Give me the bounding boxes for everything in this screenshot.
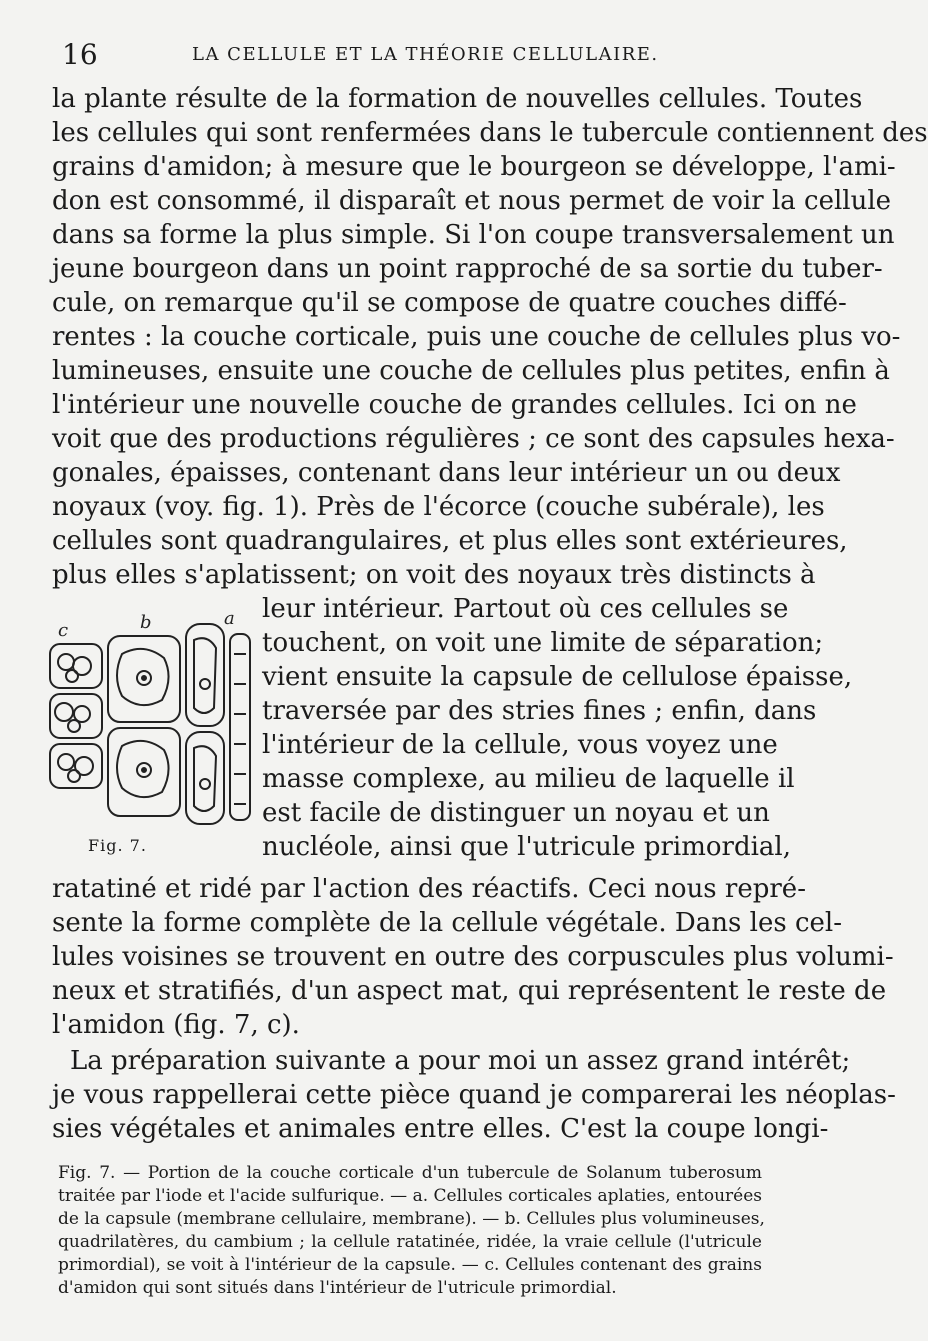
caption-line: traitée par l'iode et l'acide sulfurique. — a. Cellules corticales aplaties, entourées <box>58 1186 762 1206</box>
text-line: La préparation suivante a pour moi un assez grand intérêt; <box>70 1046 851 1076</box>
text-line: neux et stratifiés, d'un aspect mat, qui représentent le reste de <box>52 976 887 1006</box>
text-line: traversée par des stries fines ; enfin, dans <box>262 696 817 726</box>
text-line: cule, on remarque qu'il se compose de quatre couches diffé- <box>52 288 847 318</box>
figure-letter-b: b <box>140 612 152 633</box>
text-line: la plante résulte de la formation de nouvelles cellules. Toutes <box>52 84 863 114</box>
caption-line: quadrilatères, du cambium ; la cellule ratatinée, ridée, la vraie cellule (l'utricule <box>58 1232 762 1252</box>
text-line: est facile de distinguer un noyau et un <box>262 798 770 828</box>
caption-line: d'amidon qui sont situés dans l'intérieur de l'utricule primordial. <box>58 1278 617 1298</box>
text-line: don est consommé, il disparaît et nous permet de voir la cellule <box>52 186 892 216</box>
text-line: masse complexe, au milieu de laquelle il <box>262 764 795 794</box>
text-line: lules voisines se trouvent en outre des corpuscules plus volumi- <box>52 942 894 972</box>
text-line: vient ensuite la capsule de cellulose épaisse, <box>262 662 853 692</box>
text-line: cellules sont quadrangulaires, et plus elles sont extérieures, <box>52 526 848 556</box>
figure-letter-a: a <box>224 608 235 629</box>
text-line: l'intérieur une nouvelle couche de grandes cellules. Ici on ne <box>52 390 857 420</box>
caption-line: primordial), se voit à l'intérieur de la capsule. — c. Cellules contenant des grains <box>58 1255 762 1275</box>
text-line: dans sa forme la plus simple. Si l'on coupe transversalement un <box>52 220 895 250</box>
text-line: sies végétales et animales entre elles. C'est la coupe longi- <box>52 1114 829 1144</box>
running-head: LA CELLULE ET LA THÉORIE CELLULAIRE. <box>192 44 659 65</box>
text-line: noyaux (voy. fig. 1). Près de l'écorce (couche subérale), les <box>52 492 825 522</box>
figure-letter-c: c <box>58 620 69 641</box>
text-line: touchent, on voit une limite de séparation; <box>262 628 824 658</box>
text-line: nucléole, ainsi que l'utricule primordial, <box>262 832 792 862</box>
text-line: l'intérieur de la cellule, vous voyez une <box>262 730 778 760</box>
text-line: gonales, épaisses, contenant dans leur intérieur un ou deux <box>52 458 841 488</box>
text-line: plus elles s'aplatissent; on voit des noyaux très distincts à <box>52 560 816 590</box>
text-line: jeune bourgeon dans un point rapproché de sa sortie du tuber- <box>52 254 883 284</box>
page-header <box>62 38 752 72</box>
figure-label: Fig. 7. <box>88 836 147 855</box>
text-line: les cellules qui sont renfermées dans le tubercule contiennent des <box>52 118 928 148</box>
text-line: l'amidon (fig. 7, c). <box>52 1010 300 1040</box>
text-line: leur intérieur. Partout où ces cellules se <box>262 594 789 624</box>
caption-line: de la capsule (membrane cellulaire, membrane). — b. Cellules plus volumineuses, <box>58 1209 765 1229</box>
text-line: ratatiné et ridé par l'action des réactifs. Ceci nous repré- <box>52 874 806 904</box>
figure-7 <box>44 608 256 864</box>
text-line: grains d'amidon; à mesure que le bourgeon se développe, l'ami- <box>52 152 896 182</box>
caption-line: Fig. 7. — Portion de la couche corticale d'un tubercule de Solanum tuberosum <box>58 1163 762 1183</box>
cell-illustration <box>44 608 256 834</box>
page-number: 16 <box>62 38 98 71</box>
text-line: rentes : la couche corticale, puis une couche de cellules plus vo- <box>52 322 901 352</box>
text-line: lumineuses, ensuite une couche de cellules plus petites, enfin à <box>52 356 890 386</box>
text-line: sente la forme complète de la cellule végétale. Dans les cel- <box>52 908 842 938</box>
text-line: voit que des productions régulières ; ce sont des capsules hexa- <box>52 424 895 454</box>
text-line: je vous rappellerai cette pièce quand je comparerai les néoplas- <box>52 1080 896 1110</box>
